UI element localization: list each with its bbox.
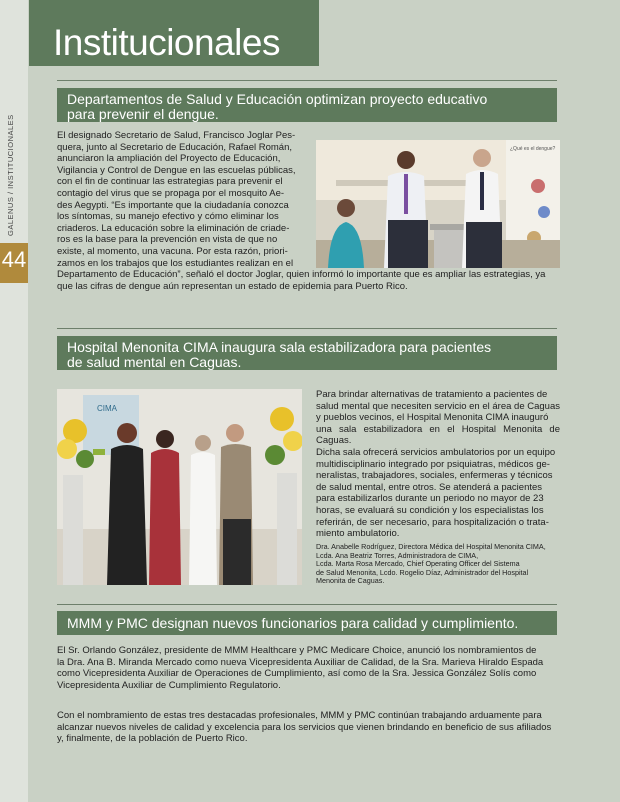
caption-line: Menonita de Caguas.: [316, 576, 385, 586]
body-line: quera, junto al Secretario de Educación, Rafael Román,: [57, 141, 292, 153]
body-line: Vigilancia y Control de Dengue en las escuelas públicas,: [57, 164, 296, 176]
body-line: contagio del virus que se propaga por el mosquito Ae-: [57, 187, 285, 199]
body-line: Vicepresidenta Auxiliar de Cumplimiento Regulatorio.: [57, 679, 281, 691]
body-line: existe, al momento, una vacuna. Por esta razón, priori-: [57, 245, 288, 257]
heading-line: Hospital Menonita CIMA inaugura sala estabilizadora para pacientes: [67, 339, 492, 355]
body-line: Para brindar alternativas de tratamiento a pacientes de: [316, 389, 548, 400]
body-line: horas, se evaluará su condición y los especialistas los: [316, 504, 544, 516]
caption-line: Lcda. Marta Rosa Mercado, Chief Operating Officer del Sistema: [316, 559, 520, 569]
divider: [57, 328, 557, 329]
body-line: des Aegypti. “Es importante que la ciudadanía conozca: [57, 199, 289, 211]
body-line: referirán, de ser necesario, para hospitalización o trata-: [316, 516, 549, 528]
article-heading: [57, 88, 557, 122]
divider: [57, 80, 557, 81]
body-line: con el fin de continuar las estrategias para prevenir el: [57, 176, 283, 188]
body-line: como Vicepresidenta Auxiliar de Operaciones de Cumplimiento, así como de la Sra. Jessica González Solís como: [57, 668, 537, 680]
body-line: de salud mental, entre otros. Se atenderá a pacientes: [316, 481, 543, 493]
body-line: anunciaron la ampliación del Proyecto de Educación,: [57, 153, 281, 165]
body-line: zamos en los trabajos que los estudiantes realizan en el: [57, 257, 294, 269]
body-line: alcanzar nuevos niveles de calidad y excelencia para los servicios que vienen brindando en beneficio de sus afiliados: [57, 721, 552, 733]
article-body: [57, 130, 309, 269]
divider: [57, 604, 557, 605]
sign-text: CIMA: [97, 404, 117, 413]
body-line: ros es la base para la prevención en vista de que no: [57, 234, 278, 246]
press-conference-photo: [316, 140, 560, 268]
body-line: y pueblos vecinos, el Hospital Menonita CIMA inauguró: [316, 412, 549, 424]
article-heading: [57, 336, 557, 370]
body-line: una sala estabilizadora en el Hospital Menonita de Caguas.: [316, 423, 560, 447]
photo-caption: [316, 543, 560, 586]
article-body: [316, 389, 560, 540]
body-line: salud mental que necesiten servicio en el área de Caguas: [316, 400, 560, 412]
heading-line: de salud mental en Caguas.: [67, 354, 242, 370]
caption-line: Lcda. Ana Beatriz Torres, Administradora de CIMA,: [316, 550, 479, 560]
body-line: criaderos. La educación sobre la eliminación de criade-: [57, 222, 290, 234]
body-line: que las cifras de dengue aún representan un estado de epidemia para Puerto Rico.: [57, 280, 408, 292]
heading-line: para prevenir el dengue.: [67, 106, 219, 122]
body-line: para estabilizarlos durante un periodo no mayor de 23: [316, 493, 544, 505]
caption-line: Dra. Anabelle Rodríguez, Directora Médica del Hospital Menonita CIMA,: [316, 542, 546, 551]
body-line: Con el nombramiento de estas tres destacadas profesionales, MMM y PMC continúan trabajando arduamente para: [57, 710, 542, 721]
caption-line: de Salud Menonita, Lcdo. Rogelio Díaz, Administrador del Hospital: [316, 567, 529, 577]
page-number: 44: [1, 247, 27, 272]
body-line: Dicha sala ofrecerá servicios ambulatorios por un equipo: [316, 446, 556, 458]
heading-line: MMM y PMC designan nuevos funcionarios para calidad y cumplimiento.: [67, 615, 519, 631]
poster-text: ¿Qué es el dengue?: [510, 146, 556, 152]
article-heading: [57, 611, 557, 635]
article-body-wide: [57, 269, 560, 292]
body-line: y, finalmente, de la población de Puerto Rico.: [57, 733, 248, 745]
section-side-label: GALENUS / INSTITUCIONALES: [6, 114, 15, 236]
section-title: Institucionales: [53, 22, 280, 63]
body-line: El designado Secretario de Salud, Francisco Joglar Pes-: [57, 130, 296, 141]
body-line: miento ambulatorio.: [316, 528, 400, 540]
body-line: El Sr. Orlando González, presidente de MMM Healthcare y PMC Medicare Choice, anunció los nombramientos de: [57, 645, 537, 656]
heading-line: Departamentos de Salud y Educación optimizan proyecto educativo: [67, 91, 488, 107]
body-line: neralistas, trabajadores, sociales, enfermeras y técnicos: [316, 470, 553, 482]
body-line: la Dra. Ana B. Miranda Mercado como nueva Vicepresidenta Auxiliar de Calidad, de la Sra. Marieva Hiraldo Espada: [57, 656, 544, 668]
hospital-inauguration-photo: [57, 389, 302, 585]
body-line: multidisciplinario integrado por psiquiatras, médicos ge-: [316, 458, 550, 470]
body-line: los síntomas, su manejo efectivo y cómo eliminar los: [57, 211, 279, 223]
article-body: [57, 645, 560, 691]
article-body: [57, 710, 560, 745]
body-line: Departamento de Educación”, señaló el doctor Joglar, quien informó lo importante que es ampliar las estrategias, ya: [57, 269, 546, 280]
